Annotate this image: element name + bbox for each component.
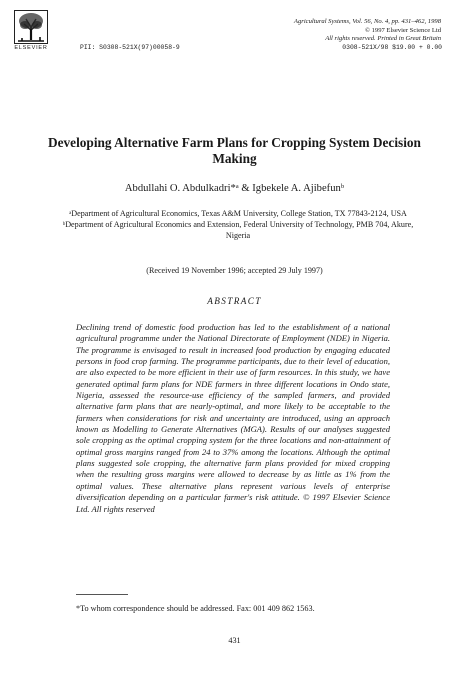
pii-code: PII: S0308-521X(97)00058-9 [80,44,180,51]
affiliations [56,209,420,242]
affiliation-b: ᵇDepartment of Agricultural Economics and Extension, Federal University of Technology, PMB 704, Akure, Nigeria [62,220,414,240]
pii-line [80,44,442,51]
abstract-heading: ABSTRACT [207,296,262,306]
abstract-text: Declining trend of domestic food production has led to the establishment of a national agricultural programme under the National Directorate of Employment (NDE) in Nigeria. The programme is envisaged to result in increased food production by engaging educated persons in food crop farming. The programme participants, due to their level of education, are also expected to be more efficient in their use of farm resources. In this study, we have generated optimal farm plans for NDE farmers in three different locations in Ondo state, Nigeria, assessed the resource-use efficiency of the sampled farmers, and provided alternative farm plans that are nearly-optimal, and more likely to be acceptable to the farmers when considerations for risk and uncertainty are introduced, using an approach known as Modelling to Generate Alternatives (MGA). Results of our analyses suggested sole cropping as the optimal cropping system for the three locations and non-attainment of optimal gross margins ranged from 24 to 37% among the locations. Although the optimal plans suggested sole cropping, the alternative farm plans provided for mixed cropping when the resulting gross margins were allowed to decrease by as little as 1% from the optimal values. These alternative plans represent various levels of enterprise diversification depending on a particular farmer's risk attitude. © 1997 Elsevier Science Ltd. All rights reserved [76,322,390,514]
journal-line: Agricultural Systems, Vol. 56, No. 4, pp. 431–462, 1998 [293,18,441,25]
received-dates: (Received 19 November 1996; accepted 29 July 1997) [146,266,323,275]
issn-price: 0308-521X/98 $19.00 + 0.00 [342,44,442,51]
publisher-logo [14,10,48,52]
elsevier-tree-logo [14,10,48,44]
rights-line: All rights reserved. Printed in Great Britain [325,35,441,43]
journal-citation [294,18,441,44]
article-title: Developing Alternative Farm Plans for Cropping System Decision Making [48,135,421,166]
copyright-line: © 1997 Elsevier Science Ltd [364,26,441,34]
author-list: Abdullahi O. Abdulkadri*ᵃ & Igbekele A. Ajibefunᵇ [124,183,345,194]
publisher-name: ELSEVIER [14,45,48,51]
footnote-divider [76,594,128,595]
page-number: 431 [228,636,241,645]
affiliation-a: ᵃDepartment of Agricultural Economics, Texas A&M University, College Station, TX 77843-2124, USA [69,209,407,218]
correspondence-footnote: *To whom correspondence should be addressed. Fax: 001 409 862 1563. [76,604,315,613]
